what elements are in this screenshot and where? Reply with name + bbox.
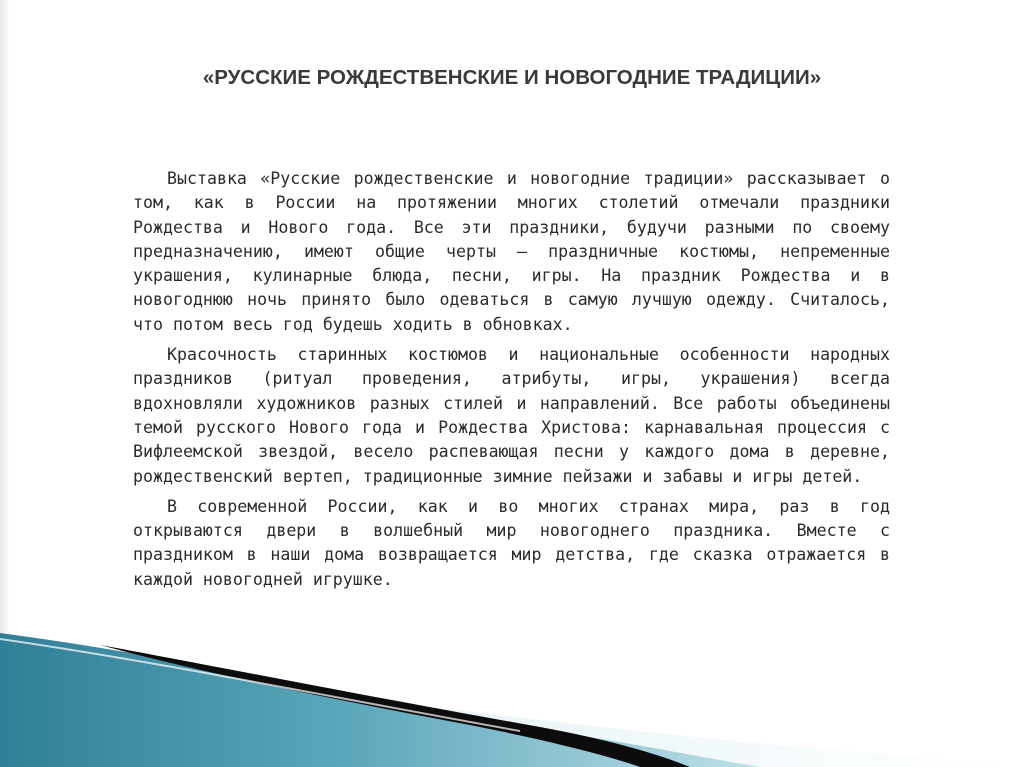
paragraph-1: Выставка «Русские рождественские и новогодние традиции» рассказывает о том, как в России на протяжении многих столетий отмечали праздники Рождества и Нового года. Все эти праздники, будучи разными по своему предназначению, имеют общие черты – праздничные костюмы, непременные украшения, кулинарные блюда, песни, игры. На праздник Рождества и в новогоднюю ночь принято было одеваться в самую лучшую одежду. Считалось, что потом весь год будешь ходить в обновках. (133, 169, 890, 334)
slide-body (133, 167, 890, 598)
paragraph-2: Красочность старинных костюмов и национальные особенности народных праздников (ритуал проведения, атрибуты, игры, украшения) всегда вдохновляли художников разных стилей и направлений. Все работы объединены темой русского Нового года и Рождества Христова: карнавальная процессия с Вифлеемской звездой, весело распевающая песни у каждого дома в деревне, рождественский вертеп, традиционные зимние пейзажи и забавы и игры детей. (133, 345, 890, 486)
paragraph-3: В современной России, как и во многих странах мира, раз в год открываются двери в волшебный мир новогоднего праздника. Вместе с праздником в наши дома возвращается мир детства, где сказка отражается в каждой новогодней игрушке. (133, 496, 890, 589)
slide-title: «РУССКИЕ РОЖДЕСТВЕНСКИЕ И НОВОГОДНИЕ ТРАДИЦИИ» (202, 66, 822, 89)
wave-decoration (0, 627, 1024, 767)
